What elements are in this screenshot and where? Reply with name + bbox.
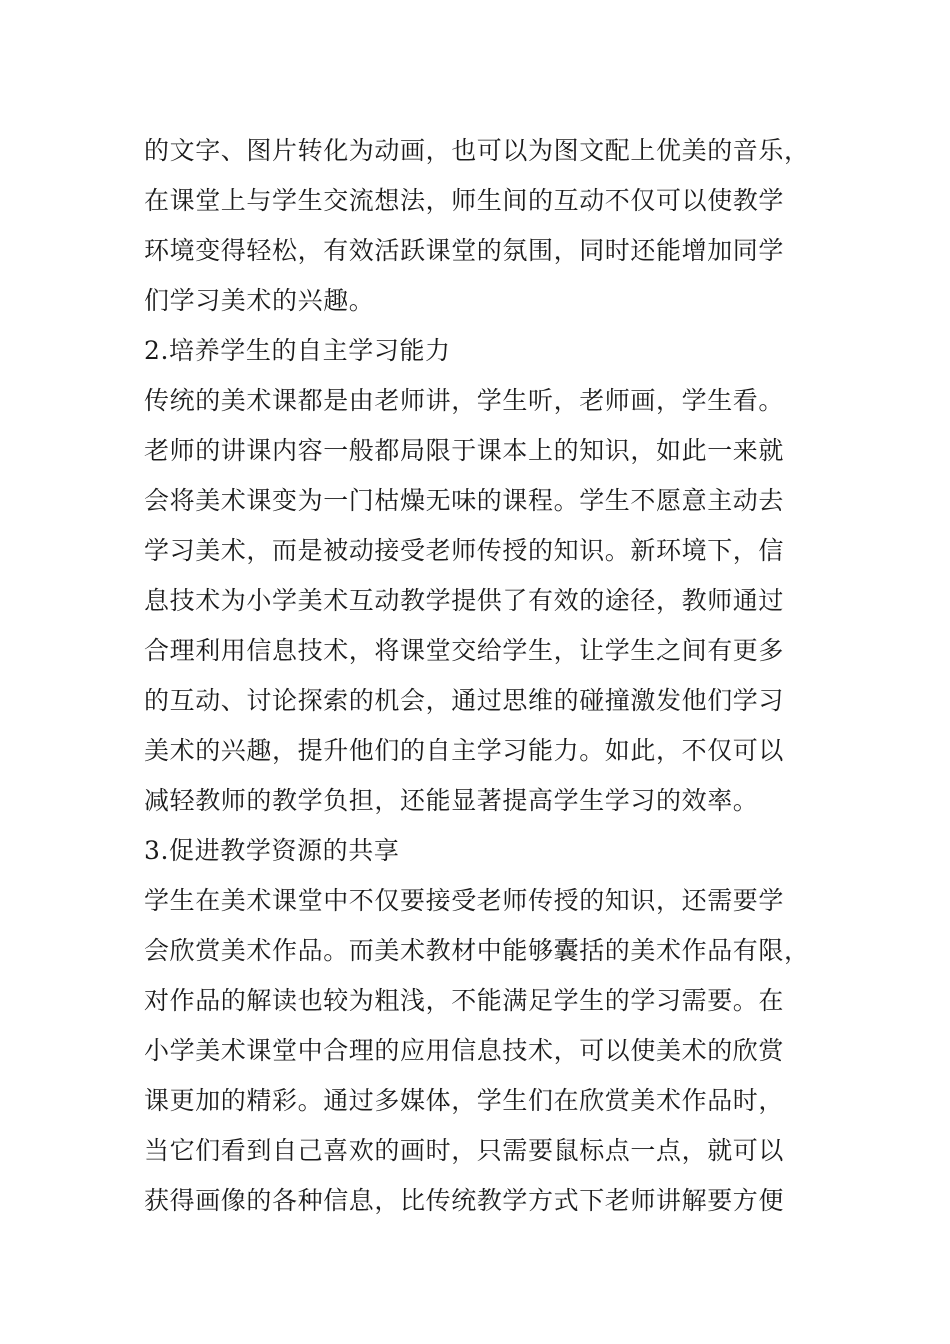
section-heading: 3.促进教学资源的共享 bbox=[144, 836, 400, 865]
text-line: 获得画像的各种信息，比传统教学方式下老师讲解要方便 bbox=[144, 1186, 785, 1215]
text-line: 会欣赏美术作品。而美术教材中能够囊括的美术作品有限， bbox=[144, 936, 810, 965]
text-line: 学生在美术课堂中不仅要接受老师传授的知识，还需要学 bbox=[144, 886, 785, 915]
text-line: 息技术为小学美术互动教学提供了有效的途径，教师通过 bbox=[144, 586, 785, 615]
text-line: 们学习美术的兴趣。 bbox=[144, 286, 375, 315]
text-line: 合理利用信息技术，将课堂交给学生，让学生之间有更多 bbox=[144, 636, 785, 665]
text-line: 的互动、讨论探索的机会，通过思维的碰撞激发他们学习 bbox=[144, 686, 785, 715]
text-line: 课更加的精彩。通过多媒体，学生们在欣赏美术作品时， bbox=[144, 1086, 785, 1115]
text-line: 环境变得轻松，有效活跃课堂的氛围，同时还能增加同学 bbox=[144, 236, 785, 265]
text-line: 在课堂上与学生交流想法，师生间的互动不仅可以使教学 bbox=[144, 186, 785, 215]
text-line: 老师的讲课内容一般都局限于课本上的知识，如此一来就 bbox=[144, 436, 785, 465]
section-heading: 2.培养学生的自主学习能力 bbox=[144, 336, 451, 365]
text-line: 对作品的解读也较为粗浅，不能满足学生的学习需要。在 bbox=[144, 986, 785, 1015]
text-line: 学习美术，而是被动接受老师传授的知识。新环境下，信 bbox=[144, 536, 785, 565]
text-line: 减轻教师的教学负担，还能显著提高学生学习的效率。 bbox=[144, 786, 759, 815]
text-line: 小学美术课堂中合理的应用信息技术，可以使美术的欣赏 bbox=[144, 1036, 785, 1065]
text-line: 传统的美术课都是由老师讲，学生听，老师画，学生看。 bbox=[144, 386, 785, 415]
text-line: 的文字、图片转化为动画，也可以为图文配上优美的音乐， bbox=[144, 136, 810, 165]
text-line: 美术的兴趣，提升他们的自主学习能力。如此，不仅可以 bbox=[144, 736, 785, 765]
body-text bbox=[144, 126, 824, 1226]
text-line: 当它们看到自己喜欢的画时，只需要鼠标点一点，就可以 bbox=[144, 1136, 785, 1165]
text-line: 会将美术课变为一门枯燥无味的课程。学生不愿意主动去 bbox=[144, 486, 785, 515]
